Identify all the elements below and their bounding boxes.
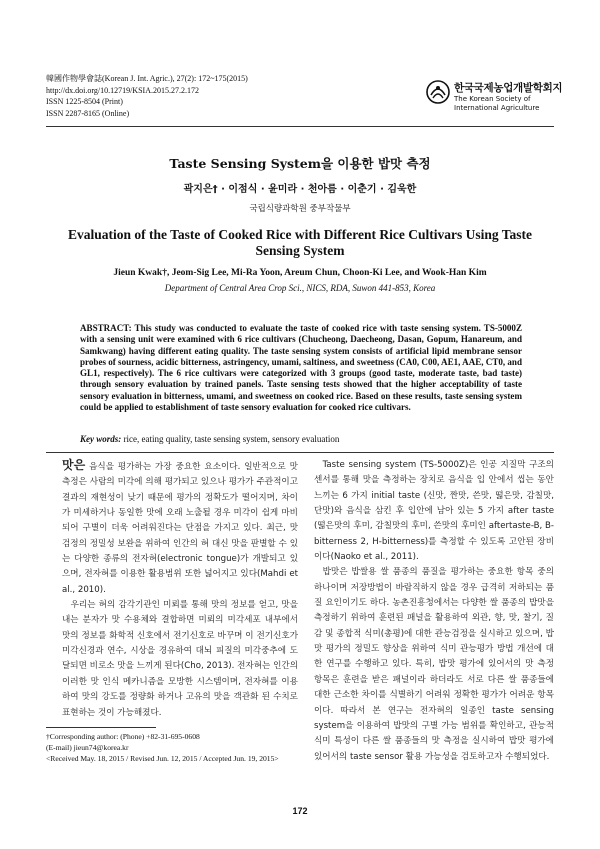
paragraph: 맛은 음식을 평가하는 가장 중요한 요소이다. 일반적으로 맛 측정은 사람의 미각에 의해 평가되고 있으나 평가가 주관적이고 결과의 재현성이 낮기 때문에 평가의 정확도가 떨어지며, 차이가 미세하거나 동일한 맛에 오래 노출될 경우 미각이 쉽게 마비되어 구별이 더욱 어려워진다는 단점을 가지고 있다. 최근, 맛 검정의 정밀성 보완을 위하여 인간의 혀 대신 맛을 판별할 수 있는 다양한 종류의 전자혀(electronic tongue)가 개발되고 있으며, 전자혀를 이용한 활용범위 또한 넓어지고 있다(Mahdi et al., 2010).: [62, 458, 298, 595]
authors-english: Jieun Kwak†, Jeom-Sig Lee, Mi-Ra Yoon, Areum Chun, Choon-Ki Lee, and Wook-Han Kim: [113, 268, 487, 278]
authors-korean: 곽지은† · 이점식 · 윤미라 · 천아름 · 이춘기 · 김욱한: [183, 184, 417, 195]
body-column-left: [62, 458, 298, 721]
page-number: 172: [292, 806, 308, 816]
lead-word: 맛은: [62, 458, 86, 472]
abstract-divider: [46, 452, 554, 453]
society-name: 한국국제농업개발학회지: [454, 82, 563, 94]
footnote-divider: [46, 727, 156, 728]
corresponding-author: †Corresponding author: (Phone) +82-31-695-0608: [46, 732, 200, 741]
issn-online: ISSN 2287-8165 (Online): [46, 108, 130, 118]
journal-citation: 韓國作物學會誌(Korean J. Int. Agric.), 27(2): 172~175(2015): [46, 74, 248, 83]
footnote: [46, 731, 296, 764]
paragraph: 밥맛은 밥쌀용 쌀 품종의 품질을 평가하는 중요한 항목 중의 하나이며 저장방법이 바람직하지 않을 경우 급격히 저하되는 품질 요인이기도 하다. 농촌진흥청에서는 다양한 쌀 품종의 밥맛을 측정하기 위하여 훈련된 패널을 활용하여 외관, 향, 맛, 찰기, 질감 및 종합적 식미(총평)에 대한 관능검정을 실시하고 있으며, 밥맛 평가의 정밀도 향상을 위하여 식미 관능평가 방법 개선에 대한 연구를 수행하고 있다. 특히, 밥맛 평가에 있어서의 맛 측정 항목은 훈련을 받은 패널이라 하더라도 서로 다른 쌀 품종들에 대한 근소한 차이를 식별하기 어려워 정확한 평가가 어려운 항목이다. 따라서 본 연구는 전자혀의 일종인 taste sensing system을 이용하여 밥맛의 구별 가능 범위를 확인하고, 관능적 식미 특성이 다른 쌀 품종들의 맛 측정을 실시하여 밥맛 평가에 있어서의 taste sensor 활용 가능성을 검토하고자 수행되었다.: [314, 567, 554, 762]
abstract-label: ABSTRACT:: [80, 323, 132, 333]
abstract: [80, 323, 522, 413]
keywords: [80, 434, 522, 444]
header-divider: [46, 126, 554, 127]
doi-link[interactable]: http://dx.doi.org/10.12719/KSIA.2015.27.2.172: [46, 85, 199, 95]
affiliation-english: Department of Central Area Crop Sci., NICS, RDA, Suwon 441-853, Korea: [164, 283, 436, 293]
society-logo: [426, 78, 576, 118]
title-korean: Taste Sensing System을 이용한 밥맛 측정: [169, 156, 431, 171]
abstract-text: This study was conducted to evaluate the taste of cooked rice with taste sensing system. TS-5000Z with a sensing unit were examined with 6 rice cultivars (Chucheong, Daecheong, Dasan, Gopum, Hanareum, and Samkwang) having different eating quality. The taste sensing system consists of artificial lipid membrane sensor probes of sourness, acidic bitterness, astringency, umami, saltiness, and sweetness (CA0, C00, AE1, AAE, CT0, and GL1, respectively). The 6 rice cultivars were categorized with 3 groups (good taste, moderate taste, bad taste) through sensory evaluation by trained panels. Taste sensing tests showed that the higher acceptability of taste sensory evaluation in bitterness, umami, and sweetness on cooked rice. Based on these results, taste sensing system could be applied to establishment of taste sensory evaluation for cooked rice cultivars.: [80, 323, 522, 413]
body-column-right: [314, 458, 554, 765]
society-subtitle: The Korean Society of International Agriculture: [454, 95, 540, 112]
paragraph: 우리는 혀의 감각기관인 미뢰를 통해 맛의 정보를 얻고, 맛을 내는 분자가 맛 수용체와 결합하면 미뢰의 미각세포 내부에서 맛의 정보를 화학적 신호에서 전기신호로 바꾸며 이 전기신호가 미각신경과 연수, 시상을 경유하여 대뇌 피질의 미각중추에 도달되면 비로소 맛을 느끼게 된다(Cho, 2013). 전자혀는 인간의 이러한 맛 인식 메카니즘을 모방한 시스템이며, 전자혀를 이용하여 맛의 강도를 정량화 하거나 고유의 맛을 객관화 된 수치로 표현하는 것이 가능해졌다.: [62, 600, 298, 718]
paragraph: Taste sensing system (TS-5000Z)은 인공 지질막 구조의 센서를 통해 맛을 측정하는 장치로 음식을 입 안에서 씹는 동안 느끼는 6 가지 initial taste (신맛, 짠맛, 쓴맛, 떫은맛, 감칠맛, 단맛)와 음식을 삼킨 후 입안에 남아 있는 5 가지 after taste (떫은맛의 후미, 감칠맛의 후미, 쓴맛의 후미인 aftertaste-B, B-bitterness 2, H-bitterness)를 측정할 수 있도록 고안된 장비이다(Naoko et al., 2011).: [314, 460, 554, 563]
society-emblem-icon: [426, 80, 450, 104]
title-english: Evaluation of the Taste of Cooked Rice with Different Rice Cultivars Using Taste Sensing System: [68, 227, 532, 258]
received-dates: <Received May. 18, 2015 / Revised Jun. 12, 2015 / Accepted Jun. 19, 2015>: [46, 754, 279, 763]
corresponding-email: (E-mail) jieun74@korea.kr: [46, 743, 129, 752]
journal-header: [46, 73, 248, 119]
affiliation-korean: 국립식량과학원 중부작물부: [249, 204, 351, 214]
keywords-label: Key words:: [80, 434, 122, 444]
keywords-text: rice, eating quality, taste sensing system, sensory evaluation: [123, 434, 340, 444]
issn-print: ISSN 1225-8504 (Print): [46, 97, 123, 106]
